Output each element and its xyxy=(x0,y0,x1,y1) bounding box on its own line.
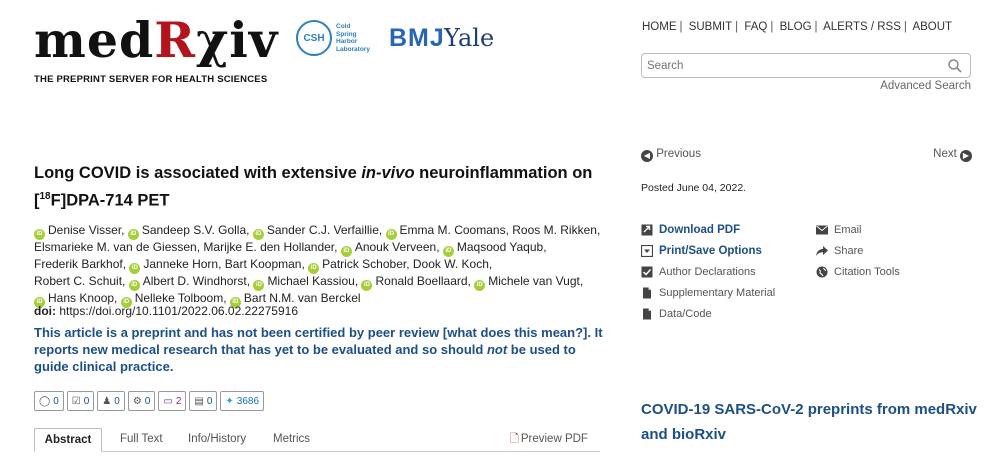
logo-r: R xyxy=(154,11,197,69)
author-link[interactable]: Dook W. Koch xyxy=(412,257,489,271)
arrow-right-icon: ▶ xyxy=(960,150,972,162)
author-link[interactable]: Bart N.M. van Berckel xyxy=(243,291,361,305)
doi-line xyxy=(34,304,298,318)
posted-date: Posted June 04, 2022. xyxy=(641,182,747,194)
author-link[interactable]: Emma M. Coomans xyxy=(399,223,506,237)
author-link[interactable]: Ronald Boellaard xyxy=(375,274,468,288)
file-icon xyxy=(641,308,653,320)
twitter-icon: ✦ xyxy=(225,395,234,407)
author-link[interactable]: Michael Kassiou xyxy=(267,274,355,288)
author-list: iD Denise Visser, iD Sandeep S.V. Golla, iD Sander C.J. Verfaillie, iD Emma M. Coomans, Roos M. Rikken, Elsmarieke M. van de Giessen, Marijke E. den Hollander, iD Anouk Verveen, iD Maqsood Yaqub, Frederik Barkhof, iD Janneke Horn, Bart Koopman, iD Patrick Schober, Dook W. Koch, Robert C. Schuit, iD Albert D. Windhorst, iD Michael Kassiou, iD Ronald Boellaard, iD Michele van Vugt, iD Hans Knoop, iD Nelleke Tolboom, iD Bart N.M. van Berckel xyxy=(34,223,609,308)
preview-pdf-link[interactable]: 🗋 Preview PDF xyxy=(510,433,588,445)
orcid-icon[interactable]: iD xyxy=(308,263,319,274)
tab-full-text[interactable]: Full Text xyxy=(120,433,163,445)
search-icon[interactable] xyxy=(947,58,963,74)
nav-submit[interactable]: SUBMIT xyxy=(688,21,733,33)
orcid-icon[interactable]: iD xyxy=(121,297,132,308)
print-icon xyxy=(641,245,653,257)
film-icon: ▤ xyxy=(194,395,204,407)
orcid-icon[interactable]: iD xyxy=(129,280,140,291)
share-icon xyxy=(816,245,828,257)
author-link[interactable]: Frederik Barkhof xyxy=(34,257,123,271)
orcid-icon[interactable]: iD xyxy=(128,229,139,240)
author-link[interactable]: Michele van Vugt xyxy=(488,274,580,288)
download-icon xyxy=(641,224,653,236)
email-icon xyxy=(816,224,828,236)
print-save-options[interactable]: Print/Save Options xyxy=(641,245,762,257)
article-title: Long COVID is associated with extensive in-vivo neuroinflammation on [$^{18}$F]DPA-714 PET xyxy=(34,164,593,210)
search-box xyxy=(641,53,971,78)
tab-abstract[interactable]: Abstract xyxy=(34,428,102,452)
comment-icon: ◯ xyxy=(39,395,51,407)
nav-home[interactable]: HOME xyxy=(642,21,677,33)
monitor-icon: ▭ xyxy=(163,395,173,407)
csh-text: Cold Spring Harbor Laboratory xyxy=(336,23,370,53)
author-link[interactable]: Albert D. Windhorst xyxy=(142,274,247,288)
orcid-icon[interactable]: iD xyxy=(386,229,397,240)
supplementary-material-link[interactable]: Supplementary Material xyxy=(641,287,775,299)
share-link[interactable]: Share xyxy=(816,245,863,257)
bmj-logo[interactable]: BMJ xyxy=(389,23,445,52)
data-code-link[interactable]: Data/Code xyxy=(641,308,712,320)
media-count[interactable]: ▭ 2 xyxy=(158,391,186,411)
author-link[interactable]: Elsmarieke M. van de Giessen xyxy=(34,240,197,254)
orcid-icon[interactable]: iD xyxy=(253,280,264,291)
csh-badge: CSH xyxy=(296,20,332,56)
author-link[interactable]: Patrick Schober xyxy=(322,257,407,271)
orcid-icon[interactable]: iD xyxy=(253,229,264,240)
yale-logo[interactable]: Yale xyxy=(444,24,495,52)
network-count[interactable]: ⚙ 0 xyxy=(128,391,156,411)
author-link[interactable]: Bart Koopman xyxy=(224,257,302,271)
orcid-icon[interactable]: iD xyxy=(443,246,454,257)
author-link[interactable]: Denise Visser xyxy=(48,223,122,237)
author-link[interactable]: Maqsood Yaqub xyxy=(456,240,544,254)
download-pdf-link[interactable]: Download PDF xyxy=(641,224,740,236)
csh-logo[interactable] xyxy=(296,18,370,58)
tab-metrics[interactable]: Metrics xyxy=(273,433,311,445)
orcid-icon[interactable]: iD xyxy=(341,246,352,257)
article-tabs xyxy=(34,428,600,452)
community-count[interactable]: ♟ 0 xyxy=(97,391,125,411)
email-link[interactable]: Email xyxy=(816,224,862,236)
citation-tools-link[interactable]: Citation Tools xyxy=(816,266,900,278)
reviews-count[interactable]: ☑ 0 xyxy=(67,391,95,411)
author-link[interactable]: Janneke Horn xyxy=(143,257,219,271)
tweets-count[interactable]: ✦ 3686 xyxy=(220,391,264,411)
author-link[interactable]: Roos M. Rikken xyxy=(512,223,597,237)
doi-label: doi: xyxy=(34,304,56,318)
author-link[interactable]: Sandeep S.V. Golla xyxy=(141,223,247,237)
logo-tagline: THE PREPRINT SERVER FOR HEALTH SCIENCES xyxy=(34,74,268,85)
globe-icon xyxy=(816,266,828,278)
orcid-icon[interactable]: iD xyxy=(34,229,45,240)
medrxiv-logo[interactable] xyxy=(34,11,279,69)
author-link[interactable]: Marijke E. den Hollander xyxy=(203,240,335,254)
author-declarations-link[interactable]: Author Declarations xyxy=(641,266,756,278)
document-icon xyxy=(641,287,653,299)
author-link[interactable]: Nelleke Tolboom xyxy=(134,291,224,305)
logo-prefix: med xyxy=(34,11,155,69)
top-nav: HOME | SUBMIT | FAQ | BLOG | ALERTS / RSS | ABOUT xyxy=(642,21,953,33)
nav-blog[interactable]: BLOG xyxy=(779,21,812,33)
doi-link[interactable]: https://doi.org/10.1101/2022.06.02.22275916 xyxy=(59,304,298,318)
pdf-icon: 🗋 xyxy=(510,433,519,445)
arrow-left-icon: ◀ xyxy=(641,150,653,162)
orcid-icon[interactable]: iD xyxy=(230,297,241,308)
next-link[interactable]: Next ▶ xyxy=(933,148,972,162)
network-icon: ⚙ xyxy=(132,395,142,407)
logo-suffix: χiv xyxy=(196,11,279,69)
preprint-notice: This article is a preprint and has not been certified by peer review [what does this mean?]. It reports new medical research that has yet to be evaluated and so should not be used to guide clinical practice. xyxy=(34,325,603,374)
comments-count[interactable]: ◯ 0 xyxy=(34,391,64,411)
nav-about[interactable]: ABOUT xyxy=(912,21,953,33)
tab-info-history[interactable]: Info/History xyxy=(188,433,247,445)
author-link[interactable]: Hans Knoop xyxy=(48,291,115,305)
video-count[interactable]: ▤ 0 xyxy=(189,391,217,411)
orcid-icon[interactable]: iD xyxy=(34,297,45,308)
checkbox-icon xyxy=(641,266,653,278)
previous-link[interactable]: ◀ Previous xyxy=(641,148,701,162)
author-link[interactable]: Robert C. Schuit xyxy=(34,274,123,288)
check-icon: ☑ xyxy=(71,395,81,407)
advanced-search-link[interactable]: Advanced Search xyxy=(880,80,971,92)
author-link[interactable]: Anouk Verveen xyxy=(354,240,437,254)
search-input[interactable] xyxy=(642,54,932,77)
metrics-bar xyxy=(34,391,264,411)
orcid-icon[interactable]: iD xyxy=(474,280,485,291)
orcid-icon[interactable]: iD xyxy=(129,263,140,274)
users-icon: ♟ xyxy=(102,395,112,407)
nav-faq[interactable]: FAQ xyxy=(744,21,768,33)
author-link[interactable]: Sander C.J. Verfaillie xyxy=(266,223,379,237)
nav-alerts-rss[interactable]: ALERTS / RSS xyxy=(823,21,901,33)
covid-preprints-heading[interactable]: COVID-19 SARS-CoV-2 preprints from medRxiv and bioRxiv xyxy=(641,401,977,443)
orcid-icon[interactable]: iD xyxy=(361,280,372,291)
